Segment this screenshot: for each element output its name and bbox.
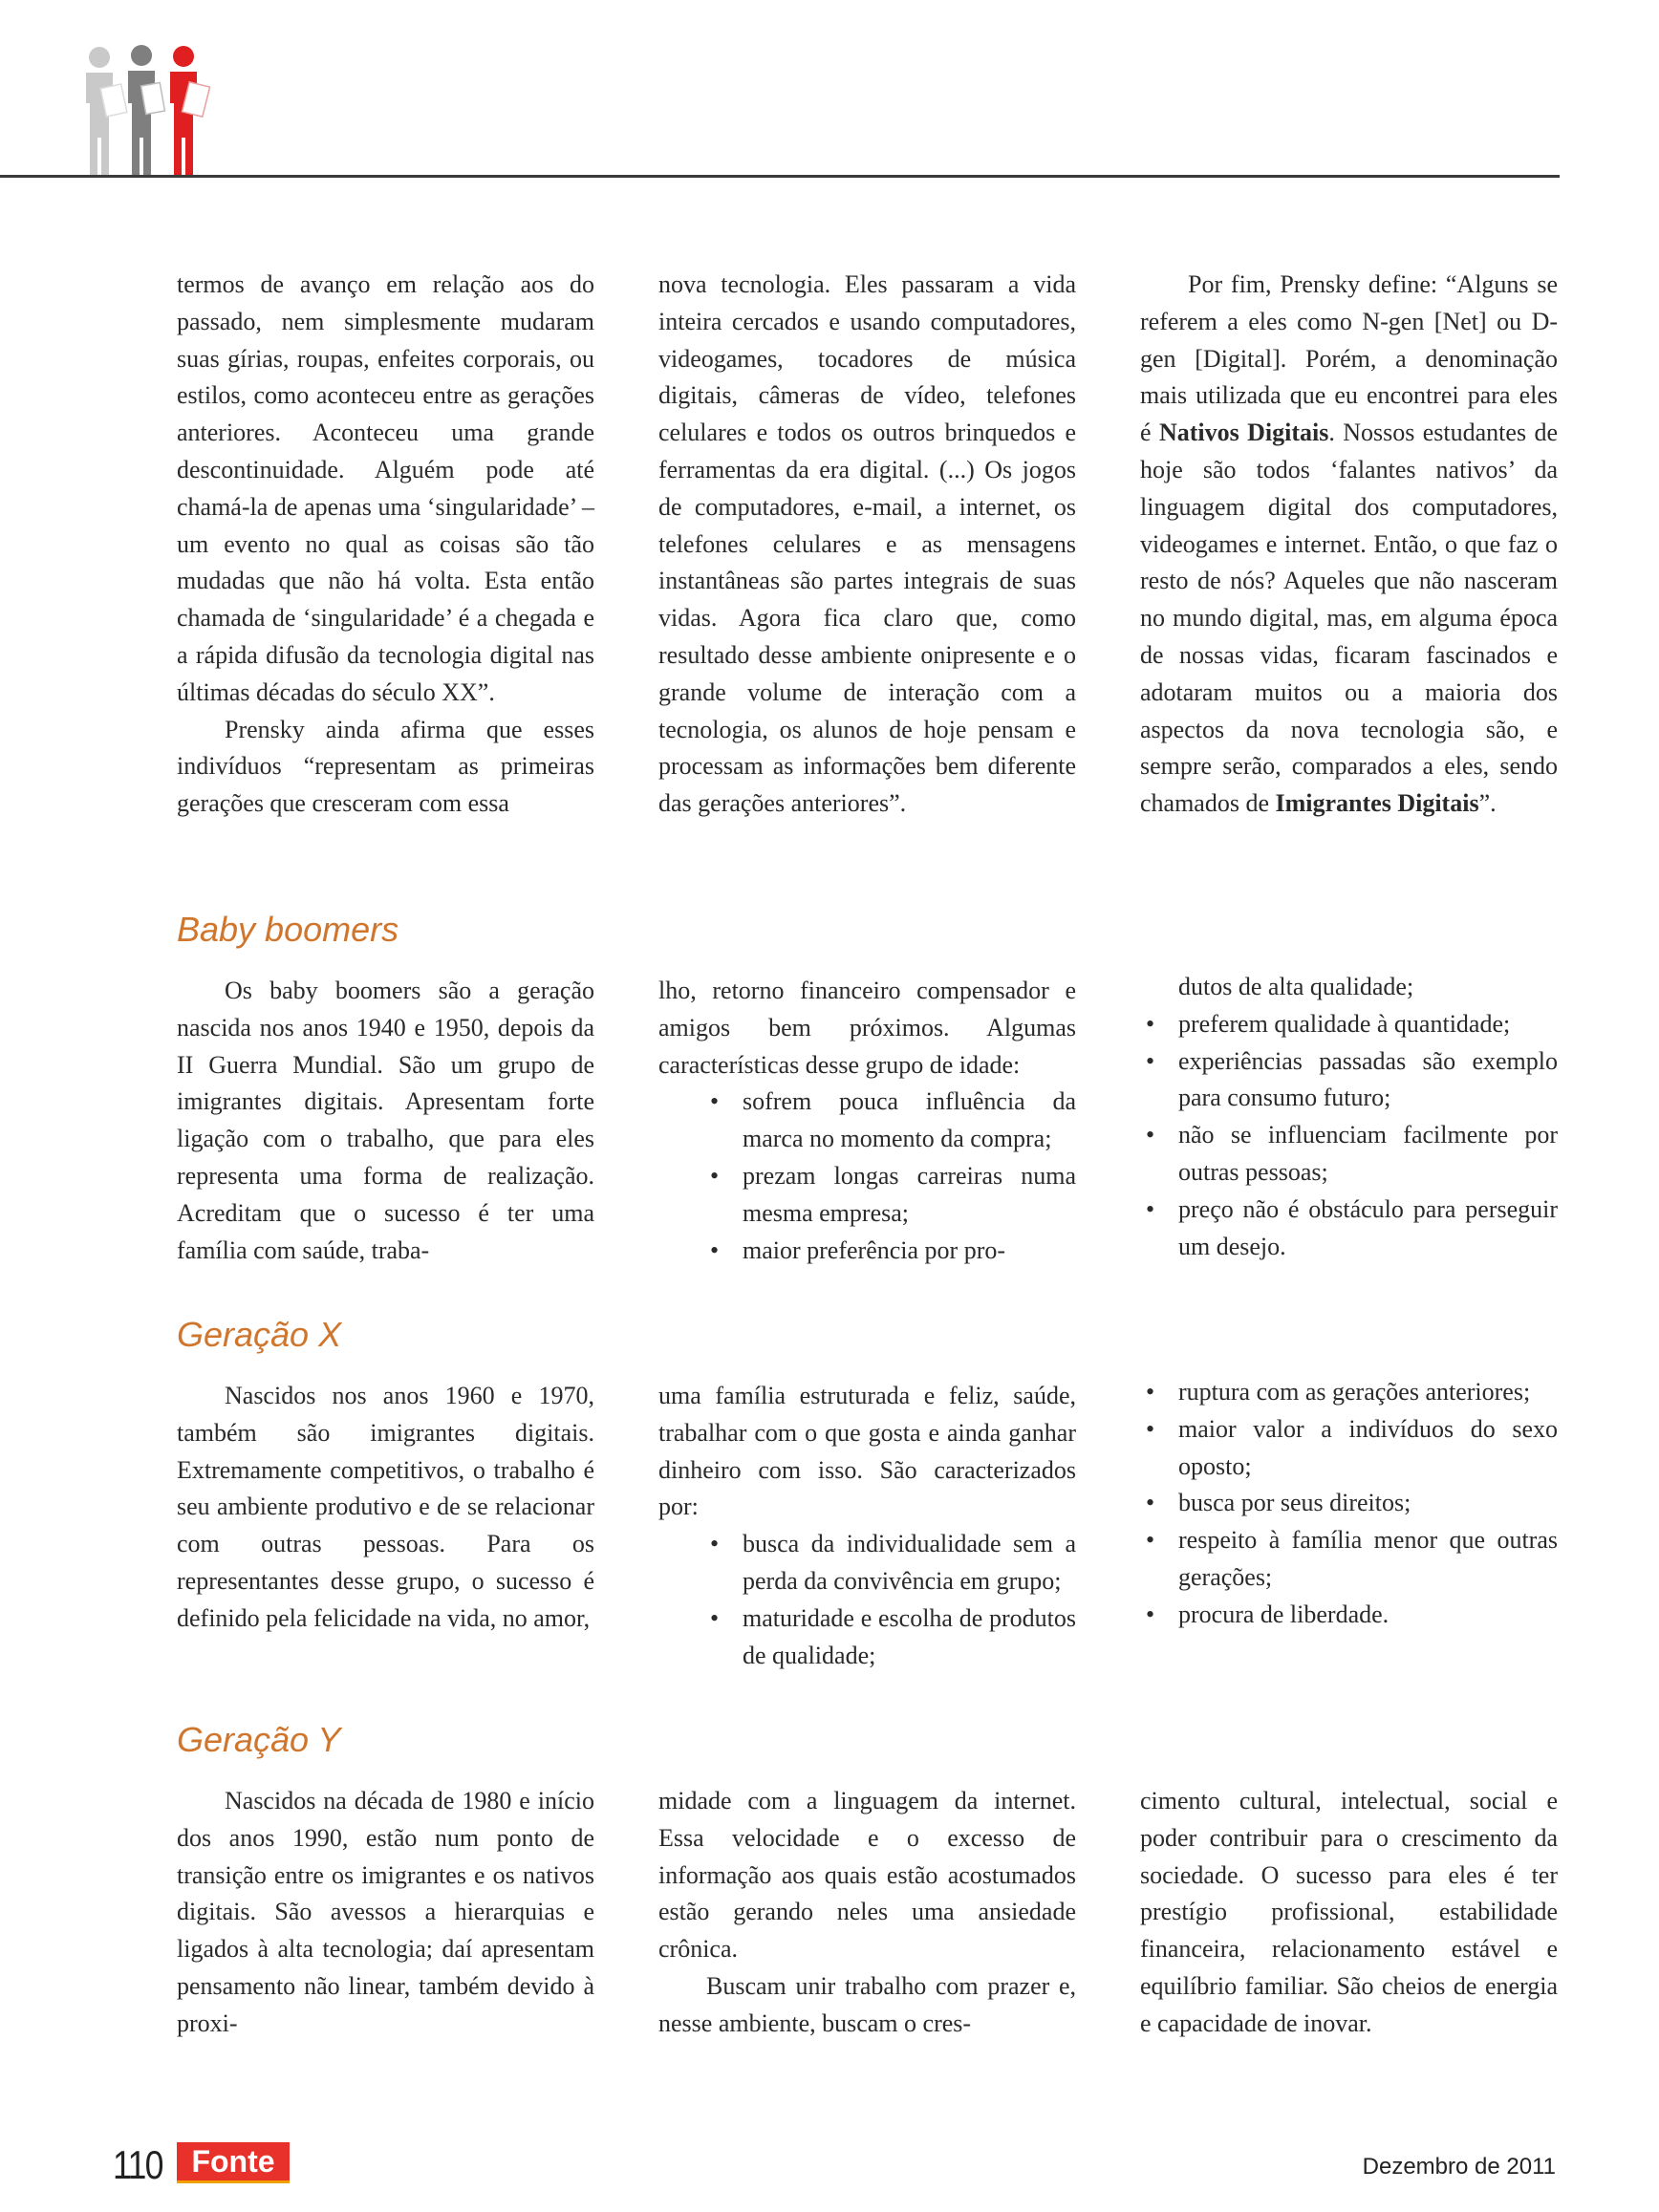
list-item: • procura de liberdade. <box>1140 1597 1558 1634</box>
baby-column-3 <box>1140 969 1558 1265</box>
genx-bullet-list-2 <box>1140 1374 1558 1634</box>
baby-paragraph-2: lho, retorno financeiro compensador e amigos bem próximos. Algumas características desse grupo de idade: <box>658 977 1076 1079</box>
baby-column-1 <box>177 973 594 1269</box>
list-item: • prezam longas carreiras numa mesma empresa; <box>704 1158 1076 1233</box>
intro-paragraph-4: Por fim, Prensky define: “Alguns se referem a eles como N-gen [Net] ou D-gen [Digital]. Porém, a denominação mais utilizada que eu encontrei para eles é Nativos Digitais. Nossos estudantes de hoje são todos ‘falantes nativos’ da linguagem digital dos computadores, videogames e internet. Então, o que faz o resto de nós? Aqueles que não nasceram no mundo digital, mas, em alguma época de nossas vidas, ficaram fascinados e adotaram muitos ou a maioria dos aspectos da nova tecnologia são, e sempre serão, comparados a eles, sendo chamados de Imigrantes Digitais”. <box>1140 270 1558 818</box>
genx-paragraph: Nascidos nos anos 1960 e 1970, também são imigrantes digitais. Extremamente competitivos, o trabalho é seu ambiente produtivo e de se relacionar com outras pessoas. Para os representantes desse grupo, o sucesso é definido pela felicidade na vida, no amor, <box>177 1382 594 1632</box>
people-figures-logo <box>78 44 222 178</box>
intro-column-2 <box>658 267 1076 823</box>
geny-column-3 <box>1140 1783 1558 2043</box>
list-item: • maior valor a indivíduos do sexo oposto; <box>1140 1411 1558 1486</box>
term-imigrantes-digitais: Imigrantes Digitais <box>1275 789 1479 818</box>
geny-paragraph-4: cimento cultural, intelectual, social e poder contribuir para o crescimento da sociedade. O sucesso para eles é ter prestígio profissional, estabilidade financeira, relacionamento estável e equilíbrio familiar. São cheios de energia e capacidade de inovar. <box>1140 1787 1558 2037</box>
baby-bullet-list-2 <box>1140 1006 1558 1266</box>
list-item: • preço não é obstáculo para perseguir um desejo. <box>1140 1192 1558 1266</box>
magazine-logo: Fonte <box>177 2142 290 2183</box>
list-item: • ruptura com as gerações anteriores; <box>1140 1374 1558 1411</box>
genx-column-3 <box>1140 1374 1558 1634</box>
section-title-baby-boomers: Baby boomers <box>177 910 399 949</box>
geny-column-1 <box>177 1783 594 2043</box>
intro-paragraph-1: termos de avanço em relação aos do passado, nem simplesmente mudaram suas gírias, roupas, enfeites corporais, ou estilos, como aconteceu entre as gerações anteriores. Aconteceu uma grande descontinuidade. Alguém pode até chamá-la de apenas uma ‘singularidade’ – um evento no qual as coisas são tão mudadas que não há volta. Esta então chamada de ‘singularidade’ é a chegada e a rápida difusão da tecnologia digital nas últimas décadas do século XX”. <box>177 270 594 706</box>
section-title-geracao-x: Geração X <box>177 1315 342 1354</box>
intro-paragraph-3: nova tecnologia. Eles passaram a vida inteira cercados e usando computadores, videogames, tocadores de música digitais, câmeras de vídeo, telefones celulares e todos os outros brinquedos e ferramentas da era digital. (...) Os jogos de computadores, e-mail, a internet, os telefones celulares e as mensagens instantâneas são partes integrais de suas vidas. Agora fica claro que, como resultado desse ambiente onipresente e o grande volume de interação com a tecnologia, os alunos de hoje pensam e processam as informações bem diferente das gerações anteriores”. <box>658 270 1076 818</box>
baby-list-continuation: dutos de alta qualidade; <box>1178 973 1414 1000</box>
list-item: • preferem qualidade à quantidade; <box>1140 1006 1558 1043</box>
geny-paragraph-2: midade com a linguagem da internet. Essa velocidade e o excesso de informação aos quais estão acostumados estão gerando neles uma ansiedade crônica. <box>658 1787 1076 1964</box>
list-item: • respeito à família menor que outras gerações; <box>1140 1522 1558 1597</box>
baby-bullet-list-1 <box>658 1084 1076 1269</box>
geny-paragraph: Nascidos na década de 1980 e início dos anos 1990, estão num ponto de transição entre os imigrantes e os nativos digitais. São avessos a hierarquias e ligados à alta tecnologia; daí apresentam pensamento não linear, também devido à proxi- <box>177 1787 594 2037</box>
list-item: • maturidade e escolha de produtos de qualidade; <box>704 1600 1076 1675</box>
geny-paragraph-3: Buscam unir trabalho com prazer e, nesse ambiente, buscam o cres- <box>658 1971 1076 2037</box>
baby-column-2 <box>658 973 1076 1269</box>
header-rule <box>0 175 1560 178</box>
list-item: • busca da individualidade sem a perda da convivência em grupo; <box>704 1526 1076 1600</box>
list-item: • experiências passadas são exemplo para consumo futuro; <box>1140 1043 1558 1118</box>
list-item: • maior preferência por pro- <box>704 1233 1076 1270</box>
genx-column-1 <box>177 1378 594 1638</box>
baby-paragraph: Os baby boomers são a geração nascida nos anos 1940 e 1950, depois da II Guerra Mundial. São um grupo de imigrantes digitais. Apresentam forte ligação com o trabalho, que para eles representa uma forma de realização. Acreditam que o sucesso é ter uma família com saúde, traba- <box>177 977 594 1264</box>
list-item: • sofrem pouca influência da marca no momento da compra; <box>704 1084 1076 1158</box>
section-title-geracao-y: Geração Y <box>177 1720 341 1759</box>
intro-column-3 <box>1140 267 1558 823</box>
issue-date: Dezembro de 2011 <box>1362 2154 1556 2180</box>
genx-bullet-list-1 <box>658 1526 1076 1674</box>
genx-column-2 <box>658 1378 1076 1674</box>
intro-paragraph-2: Prensky ainda afirma que esses indivíduos “representam as primeiras gerações que cresceram com essa <box>177 715 594 818</box>
term-nativos-digitais: Nativos Digitais <box>1158 419 1329 447</box>
list-item: • busca por seus direitos; <box>1140 1485 1558 1522</box>
geny-column-2 <box>658 1783 1076 2043</box>
list-item: • não se influenciam facilmente por outras pessoas; <box>1140 1117 1558 1192</box>
page-number: 110 <box>113 2142 162 2187</box>
genx-paragraph-2: uma família estruturada e feliz, saúde, trabalhar com o que gosta e ainda ganhar dinheiro com isso. São caracterizados por: <box>658 1382 1076 1521</box>
intro-column-1 <box>177 267 594 823</box>
